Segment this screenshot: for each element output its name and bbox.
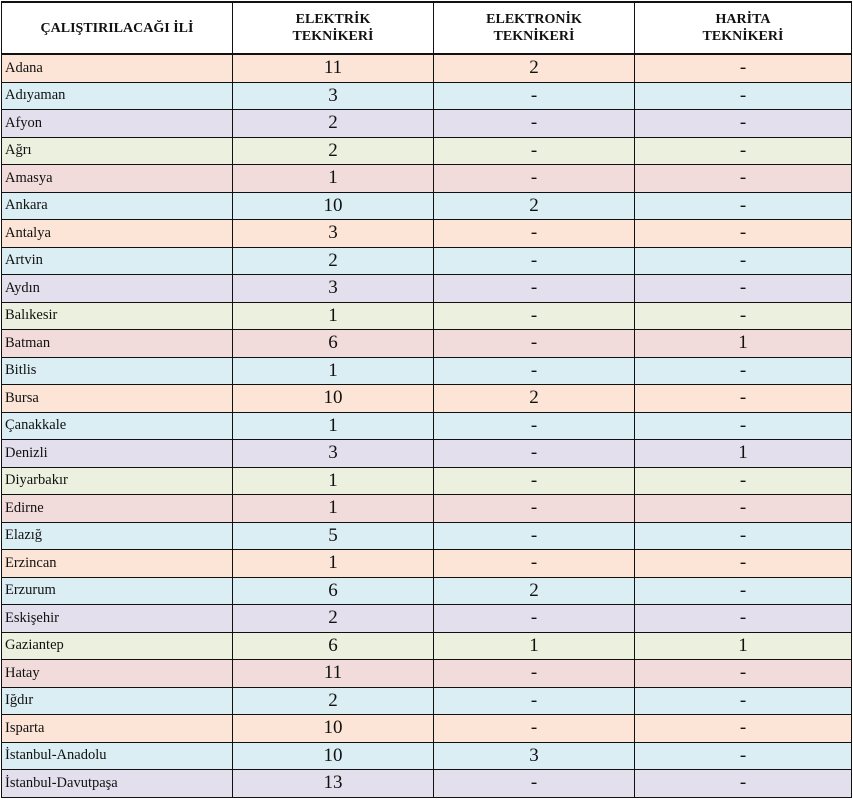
province-cell: Adana — [2, 54, 233, 82]
electrical-count-cell: 5 — [233, 522, 434, 550]
staff-distribution-table — [1, 1, 852, 798]
electronics-count-cell: - — [434, 412, 635, 440]
province-cell: Erzurum — [2, 577, 233, 605]
header-electronics-line1: ELEKTRONİK — [486, 12, 582, 27]
electrical-count-cell: 3 — [233, 220, 434, 248]
map-count-cell: - — [635, 82, 852, 110]
table-row — [2, 192, 852, 220]
map-count-cell: - — [635, 715, 852, 743]
province-cell: İstanbul-Davutpaşa — [2, 770, 233, 798]
province-cell: Elazığ — [2, 522, 233, 550]
table-row — [2, 770, 852, 798]
table-row — [2, 247, 852, 275]
electrical-count-cell: 1 — [233, 302, 434, 330]
electronics-count-cell: - — [434, 110, 635, 138]
province-cell: Adıyaman — [2, 82, 233, 110]
electronics-count-cell: - — [434, 467, 635, 495]
table-row — [2, 632, 852, 660]
table-header — [2, 2, 852, 54]
province-cell: Aydın — [2, 275, 233, 303]
electronics-count-cell: - — [434, 357, 635, 385]
electrical-count-cell: 10 — [233, 192, 434, 220]
electronics-count-cell: - — [434, 440, 635, 468]
header-map-line1: HARİTA — [715, 12, 771, 27]
header-electronics-line2: TEKNİKERİ — [493, 29, 575, 44]
province-cell: İstanbul-Anadolu — [2, 742, 233, 770]
header-electronics-technician — [434, 2, 635, 54]
electronics-count-cell: - — [434, 715, 635, 743]
electronics-count-cell: - — [434, 165, 635, 193]
map-count-cell: - — [635, 770, 852, 798]
table-row — [2, 82, 852, 110]
electrical-count-cell: 2 — [233, 110, 434, 138]
electronics-count-cell: - — [434, 522, 635, 550]
province-cell: Eskişehir — [2, 605, 233, 633]
table-row — [2, 412, 852, 440]
province-cell: Afyon — [2, 110, 233, 138]
electrical-count-cell: 3 — [233, 440, 434, 468]
map-count-cell: - — [635, 660, 852, 688]
province-cell: Artvin — [2, 247, 233, 275]
table-body — [2, 54, 852, 797]
province-cell: Edirne — [2, 495, 233, 523]
header-electrical-line2: TEKNİKERİ — [292, 29, 374, 44]
table-row — [2, 357, 852, 385]
header-electrical-technician — [233, 2, 434, 54]
electrical-count-cell: 3 — [233, 82, 434, 110]
province-cell: Antalya — [2, 220, 233, 248]
province-cell: Balıkesir — [2, 302, 233, 330]
map-count-cell: - — [635, 192, 852, 220]
electrical-count-cell: 2 — [233, 247, 434, 275]
header-map-technician — [635, 2, 852, 54]
table-row — [2, 605, 852, 633]
map-count-cell: - — [635, 605, 852, 633]
electrical-count-cell: 6 — [233, 577, 434, 605]
table-row — [2, 467, 852, 495]
map-count-cell: - — [635, 742, 852, 770]
table-row — [2, 742, 852, 770]
electrical-count-cell: 10 — [233, 742, 434, 770]
map-count-cell: - — [635, 137, 852, 165]
electrical-count-cell: 6 — [233, 330, 434, 358]
map-count-cell: - — [635, 220, 852, 248]
electrical-count-cell: 1 — [233, 495, 434, 523]
electronics-count-cell: - — [434, 770, 635, 798]
electronics-count-cell: 2 — [434, 192, 635, 220]
electronics-count-cell: - — [434, 302, 635, 330]
electrical-count-cell: 13 — [233, 770, 434, 798]
electronics-count-cell: - — [434, 82, 635, 110]
electrical-count-cell: 1 — [233, 165, 434, 193]
province-cell: Hatay — [2, 660, 233, 688]
province-cell: Amasya — [2, 165, 233, 193]
table-row — [2, 522, 852, 550]
electrical-count-cell: 2 — [233, 137, 434, 165]
electronics-count-cell: - — [434, 687, 635, 715]
electronics-count-cell: 2 — [434, 54, 635, 82]
province-cell: Ağrı — [2, 137, 233, 165]
table-row — [2, 687, 852, 715]
electrical-count-cell: 6 — [233, 632, 434, 660]
table-row — [2, 54, 852, 82]
map-count-cell: - — [635, 302, 852, 330]
electrical-count-cell: 3 — [233, 275, 434, 303]
map-count-cell: 1 — [635, 632, 852, 660]
electronics-count-cell: 2 — [434, 385, 635, 413]
table-row — [2, 137, 852, 165]
table-row — [2, 165, 852, 193]
map-count-cell: - — [635, 495, 852, 523]
electronics-count-cell: - — [434, 275, 635, 303]
table-row — [2, 715, 852, 743]
table-row — [2, 577, 852, 605]
province-cell: Gaziantep — [2, 632, 233, 660]
electrical-count-cell: 10 — [233, 385, 434, 413]
electrical-count-cell: 2 — [233, 605, 434, 633]
map-count-cell: 1 — [635, 330, 852, 358]
electronics-count-cell: - — [434, 330, 635, 358]
electrical-count-cell: 11 — [233, 54, 434, 82]
map-count-cell: - — [635, 412, 852, 440]
table-row — [2, 440, 852, 468]
header-province — [2, 2, 233, 54]
map-count-cell: - — [635, 522, 852, 550]
electrical-count-cell: 2 — [233, 687, 434, 715]
electrical-count-cell: 1 — [233, 550, 434, 578]
electrical-count-cell: 1 — [233, 467, 434, 495]
province-cell: Batman — [2, 330, 233, 358]
electronics-count-cell: 2 — [434, 577, 635, 605]
table-row — [2, 385, 852, 413]
electronics-count-cell: - — [434, 495, 635, 523]
table-row — [2, 220, 852, 248]
electrical-count-cell: 11 — [233, 660, 434, 688]
province-cell: Bursa — [2, 385, 233, 413]
table-row — [2, 550, 852, 578]
header-electrical-line1: ELEKTRİK — [295, 12, 371, 27]
header-province-label: ÇALIŞTIRILACAĞI İLİ — [40, 20, 194, 36]
electronics-count-cell: - — [434, 550, 635, 578]
province-cell: Bitlis — [2, 357, 233, 385]
header-map-line2: TEKNİKERİ — [702, 29, 784, 44]
map-count-cell: - — [635, 577, 852, 605]
map-count-cell: - — [635, 54, 852, 82]
header-row — [2, 2, 852, 54]
electronics-count-cell: - — [434, 660, 635, 688]
map-count-cell: - — [635, 275, 852, 303]
map-count-cell: - — [635, 165, 852, 193]
province-cell: Iğdır — [2, 687, 233, 715]
map-count-cell: - — [635, 357, 852, 385]
table-row — [2, 275, 852, 303]
province-cell: Diyarbakır — [2, 467, 233, 495]
electronics-count-cell: - — [434, 247, 635, 275]
electrical-count-cell: 10 — [233, 715, 434, 743]
map-count-cell: - — [635, 550, 852, 578]
electrical-count-cell: 1 — [233, 357, 434, 385]
province-cell: Erzincan — [2, 550, 233, 578]
electronics-count-cell: - — [434, 220, 635, 248]
electronics-count-cell: - — [434, 605, 635, 633]
table-row — [2, 110, 852, 138]
map-count-cell: 1 — [635, 440, 852, 468]
table-row — [2, 495, 852, 523]
electrical-count-cell: 1 — [233, 412, 434, 440]
province-cell: Isparta — [2, 715, 233, 743]
table-row — [2, 302, 852, 330]
electronics-count-cell: 3 — [434, 742, 635, 770]
electronics-count-cell: 1 — [434, 632, 635, 660]
map-count-cell: - — [635, 110, 852, 138]
electronics-count-cell: - — [434, 137, 635, 165]
map-count-cell: - — [635, 467, 852, 495]
table-row — [2, 330, 852, 358]
map-count-cell: - — [635, 247, 852, 275]
province-cell: Denizli — [2, 440, 233, 468]
map-count-cell: - — [635, 687, 852, 715]
map-count-cell: - — [635, 385, 852, 413]
province-cell: Çanakkale — [2, 412, 233, 440]
table-row — [2, 660, 852, 688]
province-cell: Ankara — [2, 192, 233, 220]
